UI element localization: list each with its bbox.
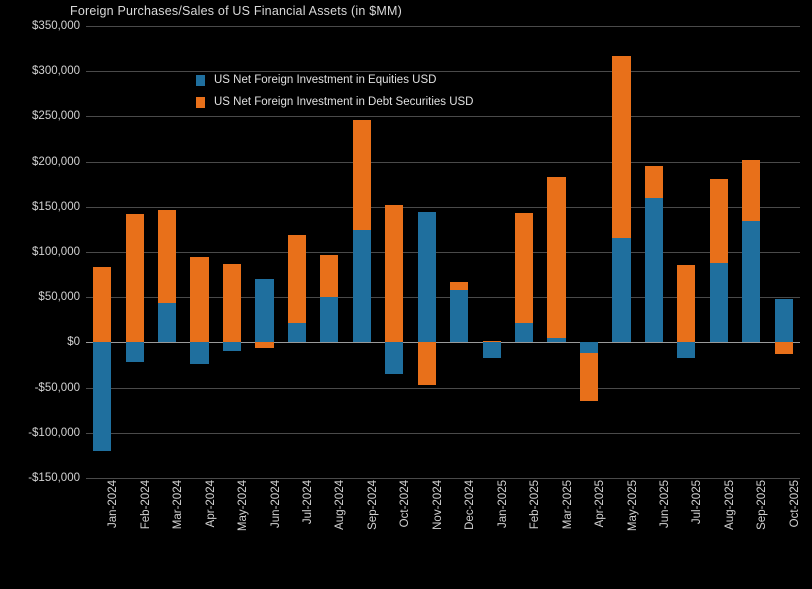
bar-segment-equities [677, 342, 695, 357]
bar-segment-debt [742, 160, 760, 221]
legend-item-debt [196, 96, 474, 108]
bar-segment-debt [645, 166, 663, 198]
bar-segment-equities [580, 342, 598, 353]
bar-group [118, 26, 150, 478]
bar-segment-debt [483, 341, 501, 343]
y-axis-tick-label: $50,000 [38, 291, 80, 304]
bar-segment-equities [547, 338, 565, 343]
x-axis-tick-label: Aug-2025 [723, 480, 736, 530]
y-axis-tick-label: -$100,000 [28, 426, 80, 439]
x-axis-tick-label: Sep-2025 [756, 480, 769, 530]
x-axis-tick-label: May-2024 [237, 480, 250, 532]
x-axis-labels [86, 480, 800, 580]
bar-segment-equities [418, 212, 436, 342]
bar-segment-equities [223, 342, 241, 350]
bar-segment-equities [710, 263, 728, 343]
bar-group [475, 26, 507, 478]
bar-segment-equities [612, 238, 630, 342]
bar-segment-debt [353, 120, 371, 230]
x-axis-tick-label: Jun-2025 [658, 480, 671, 528]
bar-segment-debt [775, 342, 793, 354]
y-axis-tick-label: $0 [67, 336, 80, 349]
x-axis-tick-label: Jul-2025 [691, 480, 704, 525]
bar-group [508, 26, 540, 478]
bar-segment-debt [320, 255, 338, 297]
bar-segment-equities [775, 299, 793, 342]
chart-title: Foreign Purchases/Sales of US Financial Assets (in $MM) [70, 4, 402, 18]
bar-segment-debt [612, 56, 630, 239]
x-axis-tick-label: May-2025 [626, 480, 639, 532]
bar-segment-equities [645, 198, 663, 343]
bar-segment-debt [126, 214, 144, 342]
bar-segment-debt [385, 205, 403, 342]
gridline [86, 478, 800, 479]
legend-label-debt: US Net Foreign Investment in Debt Securities USD [214, 96, 474, 108]
x-axis-tick-label: Aug-2024 [334, 480, 347, 530]
bar-segment-equities [742, 221, 760, 342]
bar-segment-equities [385, 342, 403, 374]
bar-group [768, 26, 800, 478]
bar-group [151, 26, 183, 478]
bar-segment-debt [547, 177, 565, 338]
bar-segment-equities [515, 323, 533, 342]
x-axis-tick-label: Oct-2024 [399, 480, 412, 528]
legend-swatch-equities-icon [196, 75, 205, 86]
y-axis-tick-label: $100,000 [32, 246, 80, 258]
bar-group [86, 26, 118, 478]
bar-segment-debt [255, 342, 273, 347]
x-axis-tick-label: Feb-2024 [139, 480, 152, 530]
bar-segment-equities [93, 342, 111, 450]
bar-group [670, 26, 702, 478]
x-axis-tick-label: Apr-2025 [594, 480, 607, 528]
y-axis-tick-label: $150,000 [32, 200, 80, 213]
x-axis-tick-label: Oct-2025 [788, 480, 801, 528]
x-axis-tick-label: Mar-2025 [561, 480, 574, 530]
bar-segment-debt [710, 179, 728, 263]
x-axis-tick-label: Jun-2024 [269, 480, 282, 528]
x-axis-tick-label: Apr-2024 [204, 480, 217, 528]
bar-segment-equities [320, 297, 338, 342]
y-axis-tick-label: -$150,000 [28, 472, 80, 484]
bar-group [540, 26, 572, 478]
bar-segment-debt [158, 210, 176, 303]
bar-group [638, 26, 670, 478]
x-axis-tick-label: Mar-2024 [172, 480, 185, 530]
bar-segment-debt [418, 342, 436, 384]
x-axis-tick-label: Nov-2024 [431, 480, 444, 530]
bar-segment-equities [288, 323, 306, 343]
x-axis-tick-label: Feb-2025 [529, 480, 542, 530]
bar-segment-equities [353, 230, 371, 342]
y-axis-tick-label: $350,000 [32, 20, 80, 32]
y-axis-tick-label: $250,000 [32, 110, 80, 123]
bar-segment-debt [677, 265, 695, 343]
bar-group [703, 26, 735, 478]
x-axis-tick-label: Jul-2024 [301, 480, 314, 525]
y-axis-tick-label: $300,000 [32, 65, 80, 78]
bar-segment-equities [450, 290, 468, 342]
y-axis-tick-label: -$50,000 [34, 381, 80, 394]
bar-segment-debt [515, 213, 533, 323]
bar-segment-debt [93, 267, 111, 342]
y-axis-labels [0, 20, 80, 484]
bar-segment-debt [288, 235, 306, 323]
bar-segment-equities [158, 303, 176, 343]
x-axis-tick-label: Jan-2025 [496, 480, 509, 528]
y-axis-tick-label: $200,000 [32, 155, 80, 168]
legend-swatch-debt-icon [196, 97, 205, 108]
bar-group [735, 26, 767, 478]
bar-segment-equities [190, 342, 208, 364]
legend-label-equities: US Net Foreign Investment in Equities USD [214, 74, 437, 86]
legend-item-equities [196, 74, 474, 86]
bar-segment-debt [450, 282, 468, 290]
bar-segment-debt [190, 257, 208, 343]
x-axis-tick-label: Dec-2024 [464, 480, 477, 530]
bar-group [573, 26, 605, 478]
bar-segment-debt [580, 353, 598, 401]
bar-group [605, 26, 637, 478]
bar-segment-equities [483, 342, 501, 357]
x-axis-tick-label: Sep-2024 [366, 480, 379, 530]
bar-segment-equities [126, 342, 144, 362]
x-axis-tick-label: Jan-2024 [107, 480, 120, 528]
chart-legend [196, 74, 474, 118]
bar-segment-debt [223, 264, 241, 343]
bar-segment-equities [255, 279, 273, 342]
